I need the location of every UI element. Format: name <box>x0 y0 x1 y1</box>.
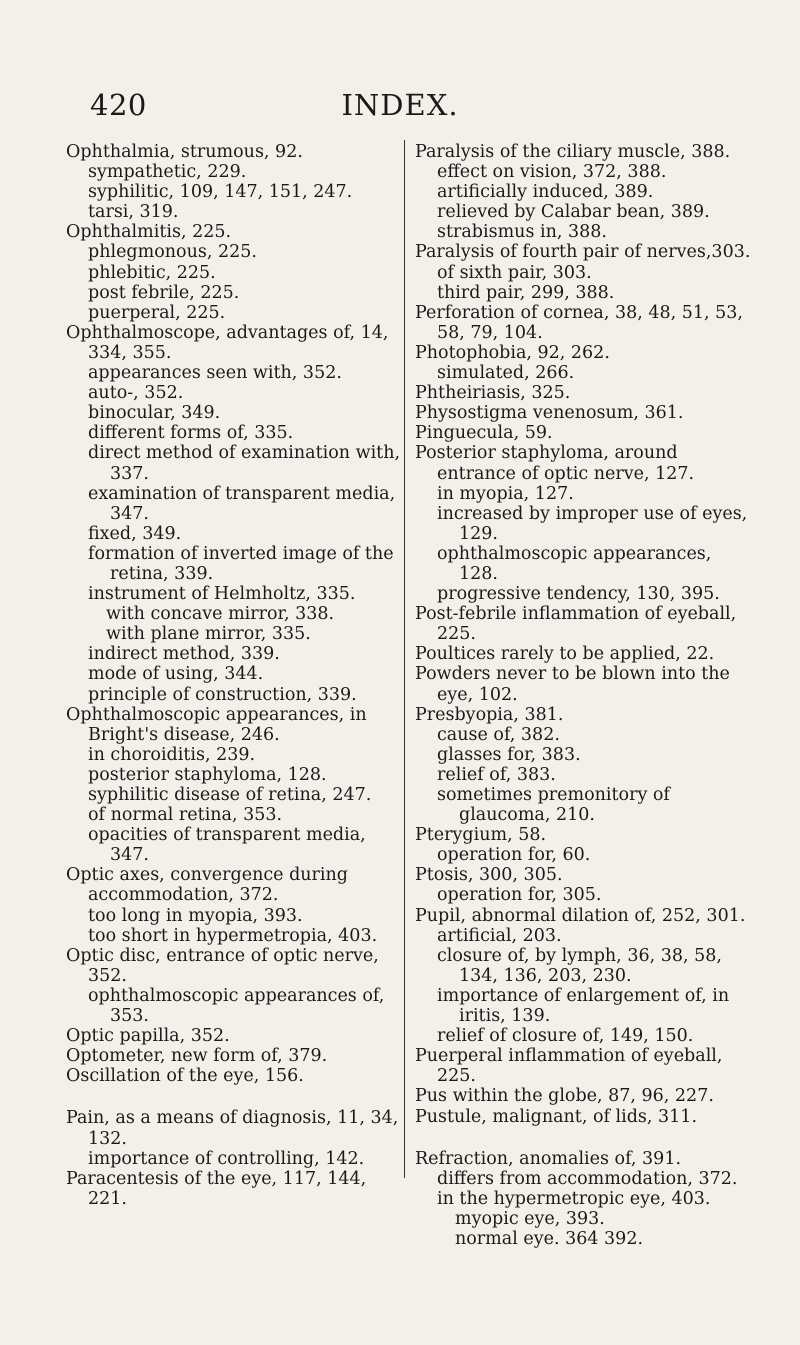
index-entry: Pain, as a means of diagnosis, 11, 34, 132. <box>66 1108 399 1149</box>
index-subentry: binocular, 349. <box>88 403 221 424</box>
index-subentry: differs from accommodation, 372. <box>437 1168 738 1189</box>
index-subentry: appearances seen with, 352. <box>88 363 342 384</box>
left-column <box>66 142 402 1209</box>
index-entry: Photophobia, 92, 262. <box>415 342 610 363</box>
index-subentry: post febrile, 225. <box>88 282 240 303</box>
index-subentry: third pair, 299, 388. <box>437 282 615 303</box>
index-entry: Pupil, abnormal dilation of, 252, 301. <box>415 905 746 926</box>
index-entry: Pinguecula, 59. <box>415 423 553 444</box>
index-subentry: importance of enlargement of, in iritis, 139. <box>437 985 730 1027</box>
index-subentry: increased by improper use of eyes, 129. <box>437 503 748 544</box>
index-subentry: with plane mirror, 335. <box>106 624 311 645</box>
index-subentry: of sixth pair, 303. <box>437 262 592 283</box>
index-subentry: in myopia, 127. <box>437 483 574 504</box>
index-subentry: strabismus in, 388. <box>437 222 607 243</box>
index-subentry: myopic eye, 393. <box>455 1208 605 1229</box>
index-subentry: glasses for, 383. <box>437 744 581 765</box>
index-entry: Phtheiriasis, 325. <box>415 383 571 404</box>
index-subentry: posterior staphyloma, 128. <box>88 764 327 785</box>
index-entry: Pus within the globe, 87, 96, 227. <box>415 1086 714 1107</box>
index-entry: Perforation of cornea, 38, 48, 51, 53, 58, 79, 104. <box>415 302 743 343</box>
index-subentry: progressive tendency, 130, 395. <box>437 584 720 605</box>
index-subentry: artificially induced, 389. <box>437 182 654 203</box>
index-subentry: importance of controlling, 142. <box>88 1148 365 1169</box>
index-entry: Presbyopia, 381. <box>415 704 564 725</box>
index-entry: Refraction, anomalies of, 391. <box>415 1148 682 1169</box>
index-subentry: simulated, 266. <box>437 363 575 384</box>
index-entry: Post-febrile inflammation of eyeball, 225. <box>415 604 737 645</box>
index-subentry: ophthalmoscopic appearances, 128. <box>437 543 712 584</box>
index-entry: Oscillation of the eye, 156. <box>66 1066 304 1087</box>
index-subentry: of normal retina, 353. <box>88 805 283 826</box>
index-subentry: sympathetic, 229. <box>88 162 247 183</box>
index-subentry: cause of, 382. <box>437 724 560 745</box>
index-subentry: phlegmonous, 225. <box>88 242 257 263</box>
index-subentry: syphilitic, 109, 147, 151, 247. <box>88 182 353 203</box>
index-entry: Poultices rarely to be applied, 22. <box>415 644 715 665</box>
index-entry: Pustule, malignant, of lids, 311. <box>415 1106 698 1127</box>
index-subentry: relief of closure of, 149, 150. <box>437 1026 694 1047</box>
index-subentry: direct method of examination with, 337. <box>88 443 401 484</box>
index-subentry: formation of inverted image of the retina, 339. <box>88 543 394 584</box>
index-subentry: syphilitic disease of retina, 247. <box>88 785 372 805</box>
index-subentry: operation for, 60. <box>437 845 591 866</box>
index-subentry: normal eye. 364 392. <box>455 1228 644 1249</box>
index-entry: Ophthalmoscope, advantages of, 14, 334, 355. <box>66 322 389 363</box>
index-subentry: mode of using, 344. <box>88 664 264 685</box>
index-subentry: in choroiditis, 239. <box>88 744 256 765</box>
index-subentry: too short in hypermetropia, 403. <box>88 925 378 946</box>
index-entry: Ptosis, 300, 305. <box>415 865 563 886</box>
index-entry: Ophthalmoscopic appearances, in Bright's disease, 246. <box>66 704 367 745</box>
index-entry: Optic axes, convergence during accommodation, 372. <box>66 865 348 906</box>
index-subentry: indirect method, 339. <box>88 644 280 665</box>
index-entry: Paracentesis of the eye, 117, 144, 221. <box>66 1168 367 1209</box>
index-entry: Powders never to be blown into the eye, 102. <box>415 664 730 705</box>
index-subentry: different forms of, 335. <box>88 423 294 444</box>
index-entry: Paralysis of the ciliary muscle, 388. <box>415 142 731 162</box>
index-entry: Physostigma venenosum, 361. <box>415 403 684 424</box>
index-subentry: relieved by Calabar bean, 389. <box>437 202 710 223</box>
index-subentry: principle of construction, 339. <box>88 684 357 705</box>
index-subentry: operation for, 305. <box>437 885 602 906</box>
right-column <box>415 142 755 1249</box>
index-subentry: effect on vision, 372, 388. <box>437 162 667 183</box>
index-subentry: with concave mirror, 338. <box>106 604 335 625</box>
index-entry: Optic disc, entrance of optic nerve, 352. <box>66 945 379 986</box>
index-entry: Posterior staphyloma, around entrance of optic nerve, 127. <box>415 443 695 484</box>
index-subentry: puerperal, 225. <box>88 302 226 323</box>
section-gap <box>66 1086 402 1108</box>
index-entry: Optometer, new form of, 379. <box>66 1046 328 1067</box>
index-subentry: phlebitic, 225. <box>88 262 216 283</box>
index-entry: Ophthalmitis, 225. <box>66 222 232 243</box>
index-subentry: examination of transparent media, 347. <box>88 483 396 524</box>
index-subentry: tarsi, 319. <box>88 202 179 223</box>
index-subentry: closure of, by lymph, 36, 38, 58, 134, 136, 203, 230. <box>437 945 722 986</box>
column-divider <box>404 140 405 1178</box>
index-entry: Paralysis of fourth pair of nerves,303. <box>415 242 751 263</box>
running-head: INDEX. <box>341 88 459 122</box>
index-subentry: fixed, 349. <box>88 523 182 544</box>
index-subentry: auto-, 352. <box>88 383 184 404</box>
index-subentry: sometimes premonitory of glaucoma, 210. <box>437 785 670 826</box>
index-subentry: relief of, 383. <box>437 764 556 785</box>
index-entry: Pterygium, 58. <box>415 825 547 846</box>
index-entry: Optic papilla, 352. <box>66 1026 230 1047</box>
index-subentry: too long in myopia, 393. <box>88 905 303 926</box>
index-subentry: ophthalmoscopic appearances of, 353. <box>88 985 385 1027</box>
section-gap <box>415 1127 755 1149</box>
index-subentry: artificial, 203. <box>437 925 562 946</box>
index-subentry: opacities of transparent media, 347. <box>88 825 366 866</box>
index-subentry: instrument of Helmholtz, 335. <box>88 584 356 605</box>
index-entry: Ophthalmia, strumous, 92. <box>66 142 303 162</box>
page-number: 420 <box>90 88 147 122</box>
index-subentry: in the hypermetropic eye, 403. <box>437 1188 711 1209</box>
index-entry: Puerperal inflammation of eyeball, 225. <box>415 1046 723 1087</box>
